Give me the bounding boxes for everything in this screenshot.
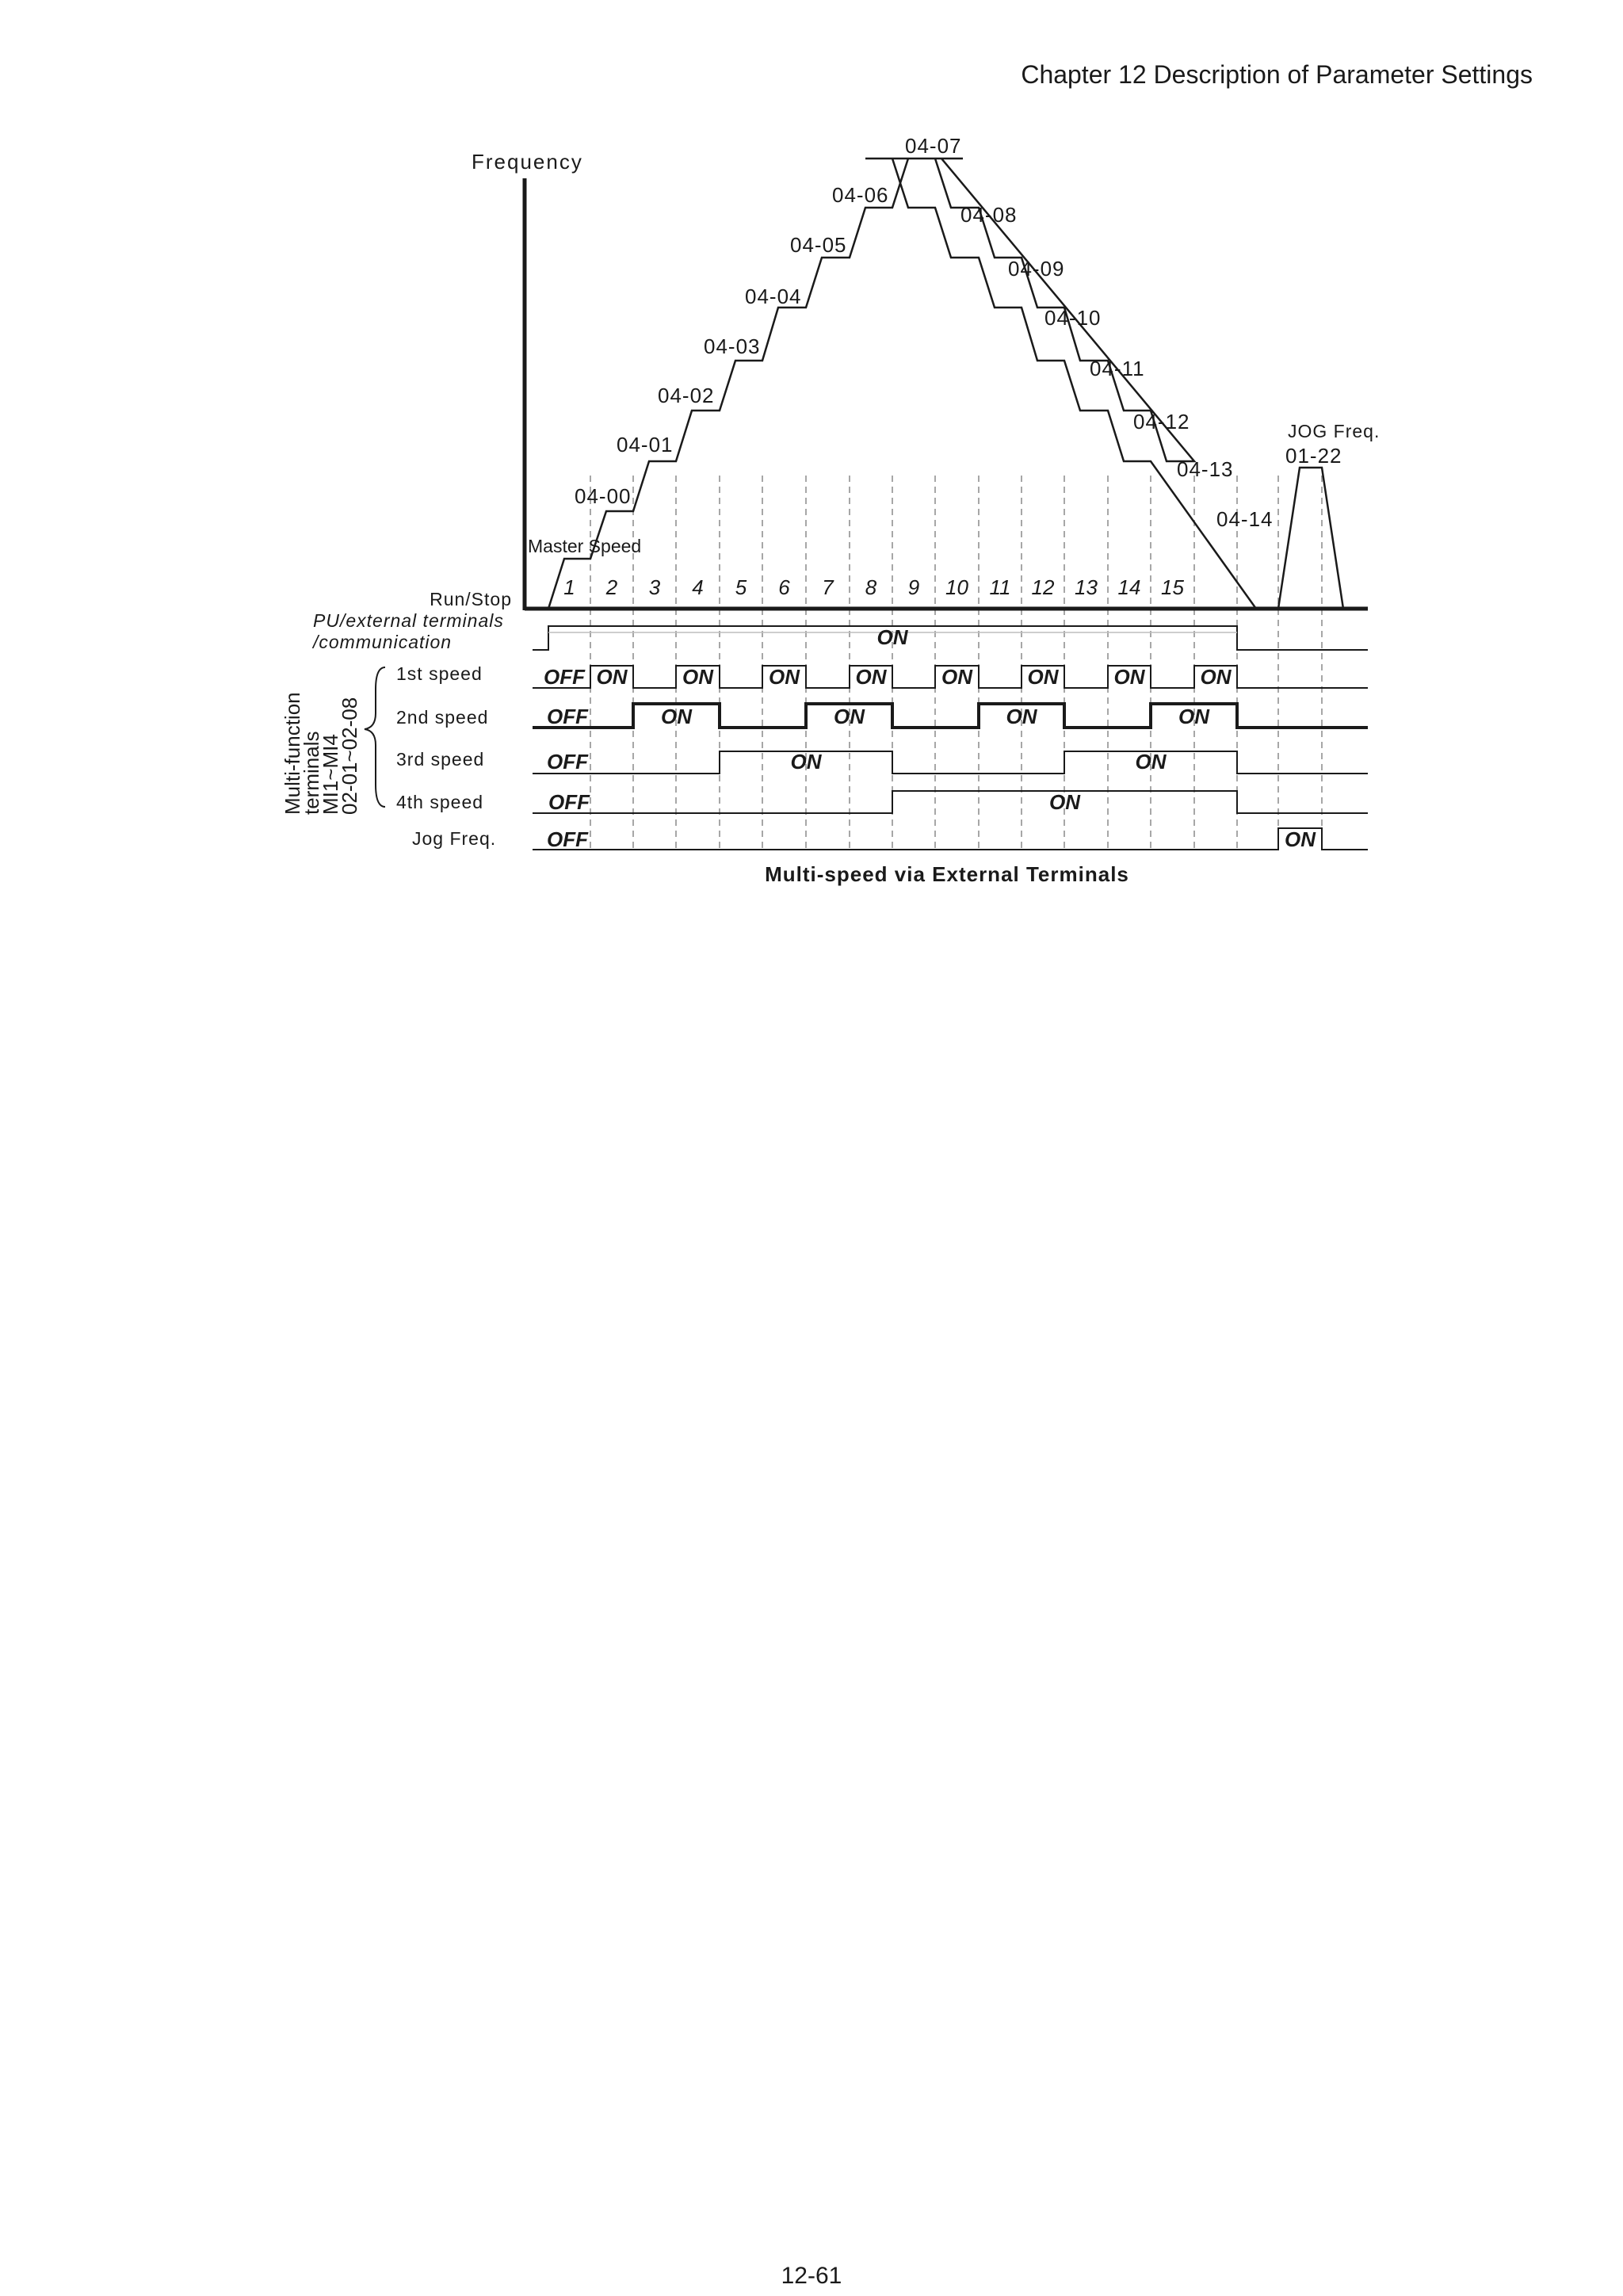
- grid-lines: [590, 476, 1322, 850]
- diagram-labels: [281, 134, 1380, 886]
- speed-param-04-13: 04-13: [1177, 457, 1234, 481]
- off-label-row2: OFF: [547, 705, 588, 728]
- speed-param-04-08: 04-08: [960, 203, 1018, 227]
- off-label-row1: OFF: [544, 665, 585, 689]
- step-number-4: 4: [692, 575, 704, 599]
- speed3-on-label-2: ON: [1135, 750, 1167, 774]
- speed1-on-label-5: ON: [941, 665, 972, 689]
- step-number-8: 8: [865, 575, 877, 599]
- speed-param-04-11: 04-11: [1090, 357, 1145, 380]
- speed2-on-label-2: ON: [834, 705, 865, 728]
- speed1-on-label-2: ON: [682, 665, 713, 689]
- page-number: 12-61: [781, 2263, 842, 2289]
- group-brace: [365, 667, 385, 807]
- speed-param-04-04: 04-04: [745, 285, 802, 308]
- step-number-15: 15: [1161, 575, 1184, 599]
- off-label-row4: OFF: [548, 790, 590, 814]
- step-number-10: 10: [945, 575, 968, 599]
- off-label-row3: OFF: [547, 750, 588, 774]
- run-stop-trace: [533, 626, 1368, 650]
- signal-label-3: 3rd speed: [396, 749, 485, 770]
- run-stop-label: Run/Stop: [430, 589, 512, 609]
- speed3-on-label-1: ON: [790, 750, 822, 774]
- speed1-on-label-8: ON: [1200, 665, 1232, 689]
- speed3-trace: [533, 751, 1368, 774]
- speed2-on-label-3: ON: [1006, 705, 1037, 728]
- step-number-13: 13: [1075, 575, 1098, 599]
- speed-param-04-10: 04-10: [1044, 306, 1102, 330]
- run-stop-on-label: ON: [876, 625, 908, 649]
- speed-param-04-09: 04-09: [1008, 257, 1065, 281]
- speed2-on-label-4: ON: [1178, 705, 1209, 728]
- speed1-on-label-1: ON: [596, 665, 628, 689]
- figure-caption: Multi-speed via External Terminals: [765, 862, 1129, 886]
- off-label-row5: OFF: [547, 827, 588, 851]
- signal-label-1: 1st speed: [396, 663, 483, 684]
- step-number-9: 9: [907, 575, 920, 599]
- speed-param-04-02: 04-02: [658, 384, 715, 407]
- step-number-14: 14: [1117, 575, 1141, 599]
- speed-param-04-14: 04-14: [1216, 507, 1274, 531]
- page-header: Chapter 12 Description of Parameter Settings: [1021, 60, 1533, 89]
- multi-function-group-label: [281, 692, 361, 815]
- step-number-7: 7: [822, 575, 834, 599]
- master-speed-label: Master Speed: [528, 536, 642, 556]
- speed-param-04-05: 04-05: [790, 233, 847, 257]
- speed1-on-label-7: ON: [1113, 665, 1145, 689]
- jog-freq-title: JOG Freq.: [1288, 421, 1381, 441]
- group-label-line-3: MI1~MI4: [319, 734, 342, 815]
- step-number-1: 1: [563, 575, 575, 599]
- pu-label-line2: /communication: [313, 632, 453, 652]
- signal-label-5: Jog Freq.: [412, 828, 497, 849]
- step-number-5: 5: [735, 575, 747, 599]
- signal-label-4: 4th speed: [396, 792, 484, 812]
- group-label-line-2: terminals: [300, 731, 323, 815]
- speed-param-04-06: 04-06: [832, 183, 889, 207]
- speed4-on-label-1: ON: [1049, 790, 1080, 814]
- speed1-on-label-4: ON: [855, 665, 887, 689]
- frequency-ramp-line: [548, 159, 1256, 609]
- pu-label-line1: PU/external terminals: [313, 610, 504, 631]
- jog-on-label: ON: [1285, 827, 1316, 851]
- speed-param-04-01: 04-01: [617, 433, 674, 457]
- speed-param-04-07: 04-07: [905, 134, 962, 158]
- speed-param-04-03: 04-03: [704, 334, 761, 358]
- speed2-trace: [533, 704, 1368, 728]
- group-label-line-4: 02-01~02-08: [338, 697, 361, 815]
- group-label-line-1: Multi-function: [281, 692, 304, 815]
- step-number-3: 3: [648, 575, 661, 599]
- speed1-on-label-6: ON: [1027, 665, 1059, 689]
- speed-param-04-00: 04-00: [575, 484, 632, 508]
- jog-trace: [533, 828, 1368, 850]
- step-number-12: 12: [1031, 575, 1055, 599]
- signal-label-2: 2nd speed: [396, 707, 489, 728]
- jog-param-label: 01-22: [1285, 444, 1342, 468]
- speed1-on-label-3: ON: [769, 665, 800, 689]
- step-number-2: 2: [605, 575, 618, 599]
- step-number-11: 11: [989, 575, 1011, 599]
- speed4-trace: [533, 791, 1368, 813]
- signal-traces: [533, 626, 1368, 850]
- frequency-axis-label: Frequency: [472, 150, 583, 174]
- speed-param-04-12: 04-12: [1133, 410, 1190, 434]
- jog-ramp-line: [1278, 468, 1343, 609]
- speed2-on-label-1: ON: [661, 705, 692, 728]
- step-number-6: 6: [778, 575, 790, 599]
